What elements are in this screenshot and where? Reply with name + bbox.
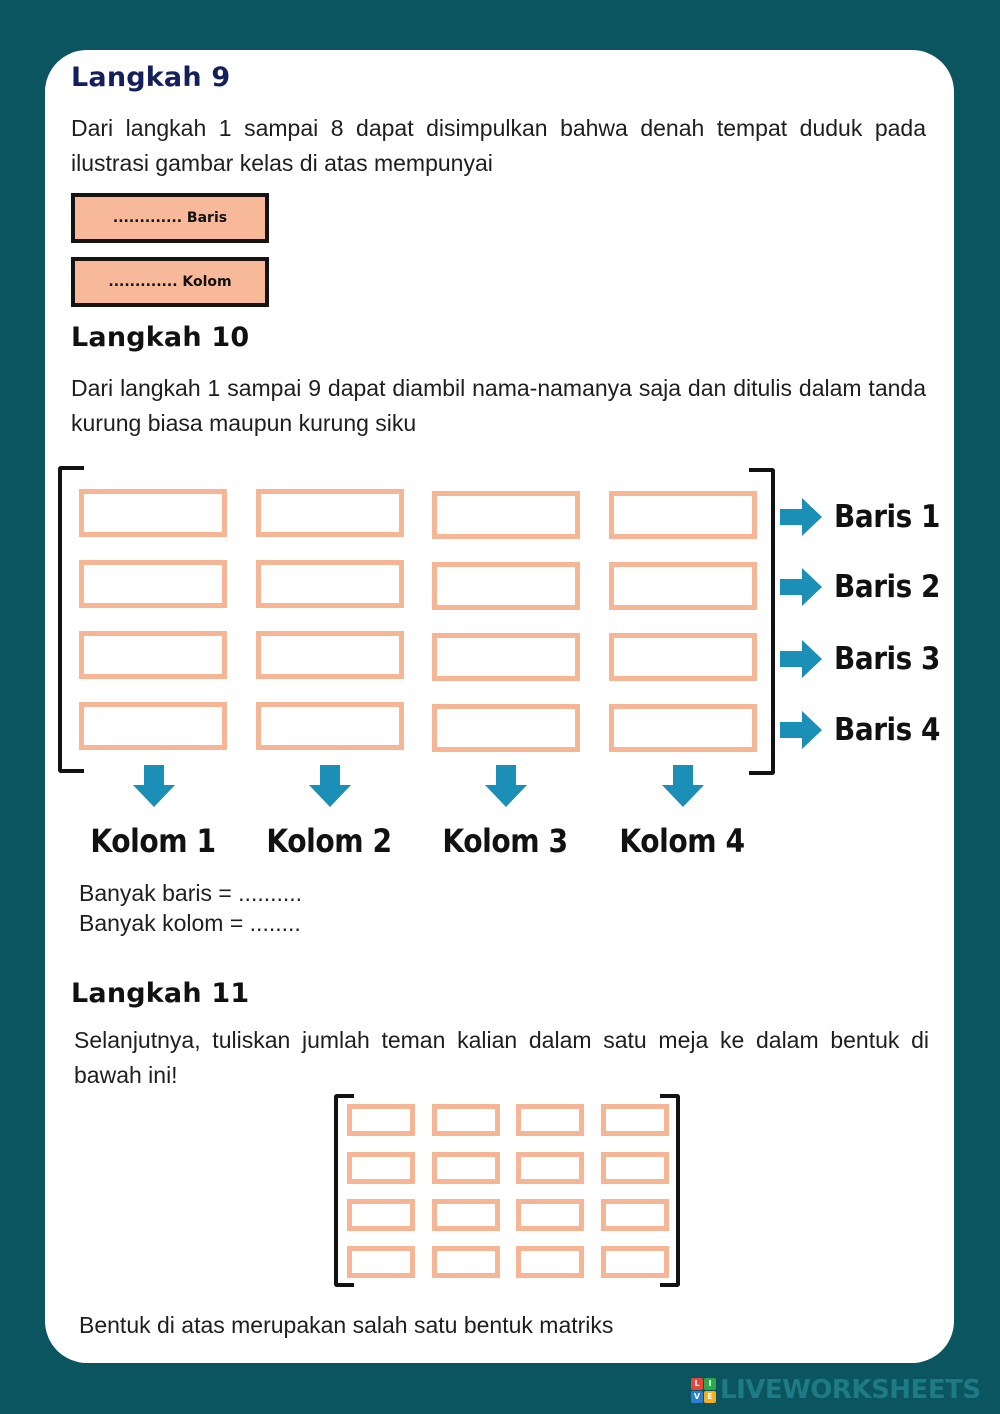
row-label-text: Baris 3 [834,641,941,677]
small-matrix-cell-3-2[interactable] [432,1199,500,1231]
column-label-1: Kolom 1 [90,822,216,860]
arrow-right-icon [780,640,822,678]
arrow-down-icon [133,765,175,807]
matrix-cell-3-4[interactable] [609,633,757,681]
step9-heading: Langkah 9 [71,62,231,93]
step10-heading: Langkah 10 [71,322,250,353]
small-matrix-cell-1-1[interactable] [347,1104,415,1136]
matrix-cell-4-3[interactable] [432,704,580,752]
small-matrix-cell-2-3[interactable] [516,1152,584,1184]
matrix-cell-2-3[interactable] [432,562,580,610]
small-matrix-cell-4-2[interactable] [432,1246,500,1278]
matrix-cell-1-1[interactable] [79,489,227,537]
logo-letter: I [704,1378,716,1390]
matrix-cell-4-4[interactable] [609,704,757,752]
arrow-down-icon [309,765,351,807]
step9-text: Dari langkah 1 sampai 8 dapat disimpulkan bahwa denah tempat duduk pada ilustrasi gambar kelas di atas mempunyai [71,115,926,176]
small-matrix-cell-4-1[interactable] [347,1246,415,1278]
matrix-cell-3-2[interactable] [256,631,404,679]
small-matrix-cell-2-2[interactable] [432,1152,500,1184]
step10-text: Dari langkah 1 sampai 9 dapat diambil nama-namanya saja dan ditulis dalam tanda kurung biasa maupun kurung siku [71,375,926,436]
small-matrix-cell-1-2[interactable] [432,1104,500,1136]
column-label-3: Kolom 3 [442,822,568,860]
row-label-text: Baris 4 [834,712,941,748]
logo-badge-icon [691,1378,716,1403]
small-matrix-cell-3-3[interactable] [516,1199,584,1231]
row-count-line: Banyak baris = .......... [79,880,303,906]
logo-letter: V [691,1391,703,1403]
columns-answer-field[interactable]: ............. Kolom [71,257,269,307]
small-matrix-cell-1-3[interactable] [516,1104,584,1136]
row-label-4 [780,710,940,750]
small-matrix-cell-3-1[interactable] [347,1199,415,1231]
logo-letter: L [691,1378,703,1390]
arrow-down-icon [485,765,527,807]
arrow-down-icon [662,765,704,807]
row-label-2 [780,567,940,607]
conclusion-text: Bentuk di atas merupakan salah satu bentuk matriks [79,1312,614,1338]
matrix-cell-2-2[interactable] [256,560,404,608]
matrix-cell-1-2[interactable] [256,489,404,537]
small-matrix-cell-2-4[interactable] [601,1152,669,1184]
liveworksheets-logo [691,1373,981,1407]
column-count-line: Banyak kolom = ........ [79,910,301,936]
small-matrix-cell-1-4[interactable] [601,1104,669,1136]
small-matrix-cell-4-4[interactable] [601,1246,669,1278]
row-label-text: Baris 1 [834,499,941,535]
arrow-right-icon [780,711,822,749]
step11-text: Selanjutnya, tuliskan jumlah teman kalian dalam satu meja ke dalam bentuk di bawah ini! [74,1027,929,1088]
matrix-cell-4-1[interactable] [79,702,227,750]
step11-heading: Langkah 11 [71,978,250,1009]
logo-text: LIVEWORKSHEETS [720,1375,981,1405]
arrow-right-icon [780,498,822,536]
small-matrix-cell-4-3[interactable] [516,1246,584,1278]
matrix-cell-1-4[interactable] [609,491,757,539]
rows-answer-field[interactable]: ............. Baris [71,193,269,243]
logo-letter: E [704,1391,716,1403]
small-matrix-cell-3-4[interactable] [601,1199,669,1231]
arrow-right-icon [780,568,822,606]
matrix-cell-3-3[interactable] [432,633,580,681]
matrix-cell-2-4[interactable] [609,562,757,610]
column-label-2: Kolom 2 [266,822,392,860]
matrix-cell-2-1[interactable] [79,560,227,608]
column-label-4: Kolom 4 [619,822,745,860]
row-label-3 [780,639,940,679]
matrix-cell-4-2[interactable] [256,702,404,750]
row-label-1 [780,497,940,537]
small-matrix-cell-2-1[interactable] [347,1152,415,1184]
matrix-cell-3-1[interactable] [79,631,227,679]
row-label-text: Baris 2 [834,569,941,605]
matrix-cell-1-3[interactable] [432,491,580,539]
